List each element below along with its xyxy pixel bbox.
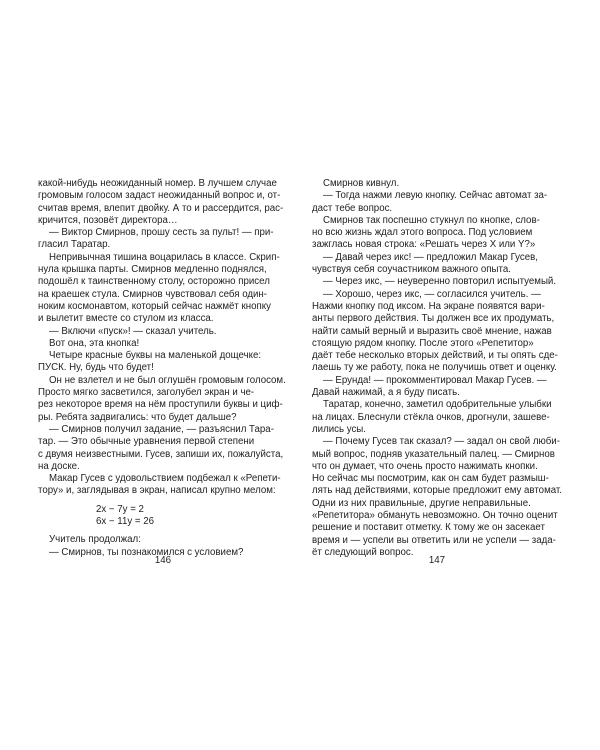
text-line: и вылетит вместе со стулом из класса. — [38, 313, 214, 325]
text-line: — Через икс, — неуверенно повторил испытуемый. — [323, 276, 557, 288]
text-line: на краешек стула. Смирнов чувствовал себя один- — [38, 288, 268, 300]
text-line: — Ерунда! — прокомментировал Макар Гусев. — — [323, 374, 547, 386]
text-line: считав время, влепит двойку. А то и рассердится, рас- — [38, 202, 284, 214]
text-line: но всю жизнь ждал этого вопроса. Под условием — [312, 227, 533, 239]
text-line: «Репетитора» обмануть невозможно. Он точно оценит — [312, 510, 558, 522]
text-line: Давай нажимай, а я буду писать. — [312, 387, 460, 399]
text-line: — Тогда нажми левую кнопку. Сейчас автомат за- — [323, 190, 548, 202]
text-line: лились усы. — [312, 423, 366, 435]
text-line: — Включи «пуск»! — сказал учитель. — [49, 325, 217, 337]
equation: 2x − 7y = 2 — [96, 503, 144, 515]
text-line: даёт тебе несколько вторых действий, и ты опять сде- — [312, 350, 558, 362]
text-line: кричится, позовёт директора… — [38, 214, 178, 226]
text-line: что он думает, что очень просто нажимать кнопки. — [312, 460, 538, 472]
text-line: нула крышка парты. Смирнов медленно поднялся, — [38, 264, 267, 276]
text-line: какой-нибудь неожиданный номер. В лучшем случае — [38, 178, 277, 189]
text-line: лять над действиями, которые предложит ему автомат. — [312, 485, 562, 497]
text-line: лаешь ту же работу, пока не получишь ответ и оценку. — [312, 362, 557, 374]
text-line: ПУСК. Ну, будь что будет! — [38, 362, 154, 374]
text-line: даст тебе вопрос. — [312, 202, 393, 214]
text-line: подошёл к таинственному столу, осторожно присел — [38, 276, 270, 288]
text-line: — Почему Гусев так сказал? — задал он свой люби- — [323, 436, 560, 448]
text-line: рез некоторое время на нём проступили буквы и циф- — [38, 399, 283, 411]
text-line: — Виктор Смирнов, прошу сесть за пульт! — при- — [49, 227, 274, 239]
text-line: ноким космонавтом, который сейчас нажмёт кнопку — [38, 300, 271, 312]
text-line: с двумя неизвестными. Гусев, запиши их, пожалуйста, — [38, 448, 284, 460]
left-page — [38, 178, 288, 559]
text-line: время и — успели вы ответить или не успели — зада- — [312, 534, 556, 546]
text-line: Смирнов так поспешно стукнул по кнопке, слов- — [323, 214, 540, 226]
text-line: Смирнов кивнул. — [323, 178, 400, 189]
text-line: Нажми кнопку под иксом. На экране появятся вари- — [312, 300, 545, 312]
text-line: Таратар, конечно, заметил одобрительные улыбки — [323, 399, 552, 411]
text-line: — Хорошо, через икс, — согласился учитель. — — [323, 288, 541, 300]
text-line: Одни из них правильные, другие неправильные. — [312, 497, 531, 509]
text-line: Но сейчас мы посмотрим, как он сам будет размыш- — [312, 473, 549, 485]
text-line: анты первого действия. Ты должен все их продумать, — [312, 313, 555, 325]
text-line: чувствуя себя соучастником важного опыта. — [312, 264, 511, 276]
text-line: — Давай через икс! — предложил Макар Гусев, — [323, 251, 538, 263]
equation: 6x − 11y = 26 — [96, 516, 154, 528]
text-line: Учитель продолжал: — [49, 534, 141, 546]
text-line: Макар Гусев с удовольствием подбежал к «Репети- — [49, 473, 281, 485]
text-line: стоящую рядом кнопку. После этого «Репетитор» — [312, 337, 534, 349]
text-line: Просто мягко засветился, заголубел экран и че- — [38, 387, 255, 399]
text-line: — Смирнов получил задание, — разъяснил Тара- — [49, 423, 274, 435]
text-line: зажглась новая строка: «Решать через X или Y?» — [312, 239, 536, 251]
text-line: тору» и, заглядывая в экран, написал крупно мелом: — [38, 485, 276, 497]
text-line: Непривычная тишина воцарилась в классе. Скрип- — [49, 251, 280, 263]
text-line: мый вопрос, подняв указательный палец. — Смирнов — [312, 448, 555, 460]
text-line: громовым голосом задаст неожиданный вопрос и, от- — [38, 190, 281, 202]
text-line: найти самый верный и выразить своё мнение, нажав — [312, 325, 552, 337]
text-line: на лицах. Блеснули стёкла очков, дрогнули, зашеве- — [312, 411, 550, 423]
text-line: Четыре красные буквы на маленькой дощечке: — [49, 350, 262, 362]
text-line: ры. Ребята задвигались: что будет дальше? — [38, 411, 237, 423]
text-line: — Смирнов, ты познакомился с условием? — [49, 546, 244, 558]
page-number-right: 147 — [428, 555, 446, 566]
right-page — [312, 178, 562, 559]
text-line: ёт следующий вопрос. — [312, 546, 414, 558]
text-line: тар. — Это обычные уравнения первой степени — [38, 436, 255, 448]
text-line: Вот она, эта кнопка! — [49, 337, 140, 349]
text-line: Он не взлетел и не был оглушён громовым голосом. — [49, 374, 286, 386]
text-line: гласил Таратар. — [38, 239, 111, 251]
text-line: на доске. — [38, 460, 80, 472]
page-number-left: 146 — [154, 555, 172, 566]
text-line: решение и поставит отметку. К тому же он засекает — [312, 522, 545, 534]
